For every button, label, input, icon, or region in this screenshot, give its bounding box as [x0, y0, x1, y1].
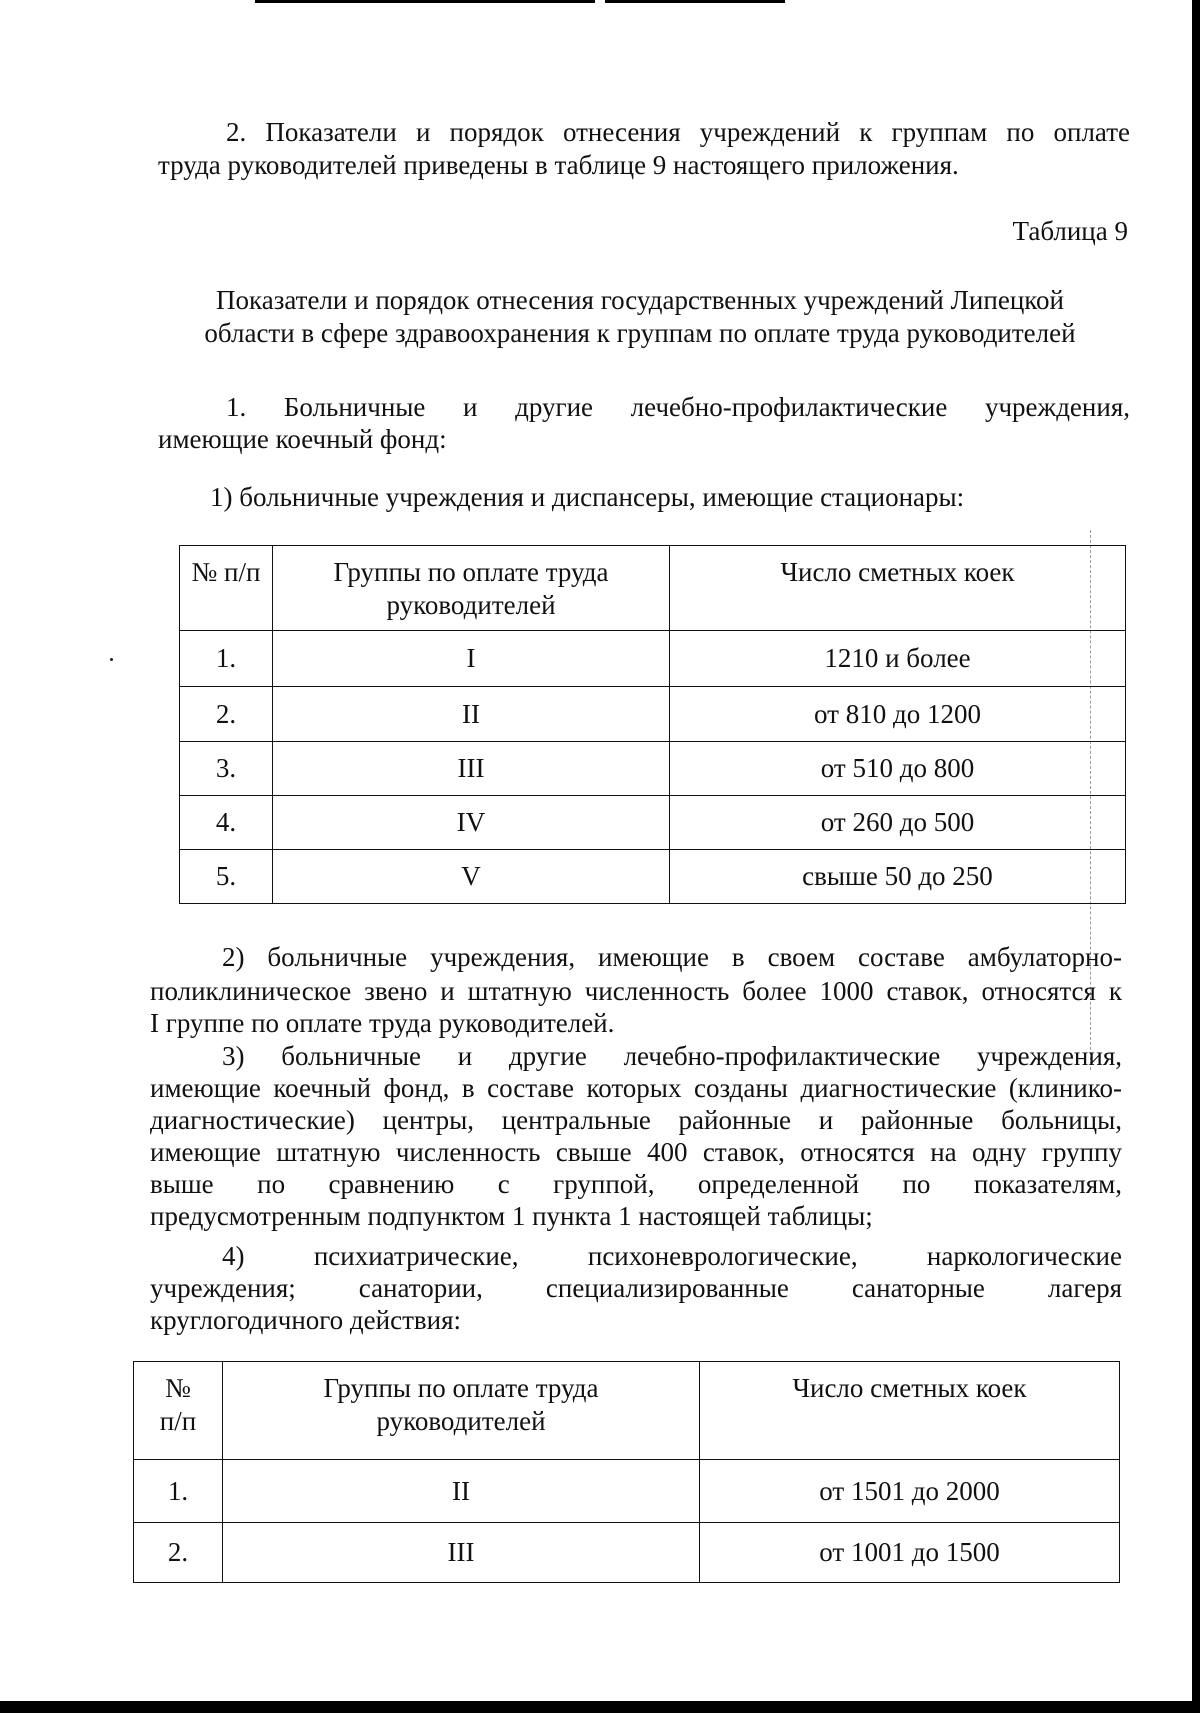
subitem-4-line-2: учреждения; санатории, специализированные санаторные лагеря — [150, 1273, 1122, 1303]
section-title — [160, 284, 1120, 350]
cell-num: 2. — [180, 687, 273, 742]
table-row — [180, 687, 1126, 742]
cell-group: II — [223, 1460, 700, 1523]
beds-table-1 — [179, 545, 1126, 904]
subitem-1: 1) больничные учреждения и диспансеры, имеющие стационары: — [210, 482, 965, 512]
cell-beds: свыше 50 до 250 — [670, 850, 1126, 904]
table-row — [180, 631, 1126, 687]
table-row — [180, 796, 1126, 850]
cell-beds: от 1001 до 1500 — [700, 1523, 1120, 1583]
header-num: № п/п — [180, 546, 273, 631]
header-group-line-1: Группы по оплате труда — [333, 557, 609, 587]
header-num-line-1: № — [165, 1373, 191, 1403]
cell-beds: 1210 и более — [670, 631, 1126, 687]
subitem-3-line-3: диагностические) центры, центральные районные и районные больницы, — [150, 1105, 1122, 1135]
subitem-2-line-2: поликлиническое звено и штатную численность более 1000 ставок, относятся к — [150, 976, 1122, 1006]
header-beds: Число сметных коек — [670, 546, 1126, 631]
table-row — [180, 850, 1126, 904]
table-header-row — [180, 546, 1126, 631]
header-group-line-1: Группы по оплате труда — [323, 1373, 599, 1403]
cell-num: 4. — [180, 796, 273, 850]
header-num-line-2: п/п — [159, 1406, 197, 1436]
header-group — [273, 546, 670, 631]
table-header-row — [134, 1362, 1120, 1460]
header-group — [223, 1362, 700, 1460]
table-number-label: Таблица 9 — [1012, 216, 1128, 246]
cell-beds: от 810 до 1200 — [670, 687, 1126, 742]
cell-group: V — [273, 850, 670, 904]
header-group-line-2: руководителей — [376, 1406, 546, 1436]
subitem-4-line-3: круглогодичного действия: — [150, 1305, 462, 1335]
subitem-3-line-2: имеющие коечный фонд, в составе которых созданы диагностические (клинико- — [150, 1073, 1122, 1103]
subitem-3-line-1: 3) больничные и другие лечебно-профилактические учреждения, — [222, 1041, 1122, 1071]
subitem-3-line-6: предусмотренным подпунктом 1 пункта 1 настоящей таблицы; — [150, 1201, 873, 1231]
table-row — [180, 742, 1126, 796]
table-row — [134, 1460, 1120, 1523]
subitem-3-line-5: выше по сравнению с группой, определенной по показателям, — [150, 1169, 1122, 1199]
cell-group: II — [273, 687, 670, 742]
subitem-4-line-1: 4) психиатрические, психоневрологические, наркологические — [222, 1241, 1122, 1271]
header-num — [134, 1362, 223, 1460]
item-1-line-2: имеющие коечный фонд: — [158, 424, 447, 454]
item-1-line-1: 1. Больничные и другие лечебно-профилактические учреждения, — [226, 392, 1130, 422]
cell-group: I — [273, 631, 670, 687]
beds-table-2 — [133, 1361, 1120, 1583]
header-group-line-2: руководителей — [386, 590, 556, 620]
cell-num: 2. — [134, 1523, 223, 1583]
paragraph-2-line-1: 2. Показатели и порядок отнесения учреждений к группам по оплате — [226, 117, 1130, 147]
cell-beds: от 260 до 500 — [670, 796, 1126, 850]
cell-group: III — [273, 742, 670, 796]
cell-num: 5. — [180, 850, 273, 904]
header-beds: Число сметных коек — [700, 1362, 1120, 1460]
scan-bottom-border — [0, 1701, 1200, 1713]
cell-num: 3. — [180, 742, 273, 796]
subitem-2-line-3: I группе по оплате труда руководителей. — [150, 1008, 615, 1038]
paragraph-2-line-2: труда руководителей приведены в таблице 9 настоящего приложения. — [158, 150, 959, 180]
scan-speck — [110, 658, 113, 661]
subitem-2-line-1: 2) больничные учреждения, имеющие в своем составе амбулаторно- — [222, 942, 1122, 972]
cell-group: III — [223, 1523, 700, 1583]
section-title-line-2: области в сфере здравоохранения к группам по оплате труда руководителей — [204, 318, 1076, 348]
scan-top-edge — [255, 0, 785, 3]
cell-num: 1. — [134, 1460, 223, 1523]
subitem-3-line-4: имеющие штатную численность свыше 400 ставок, относятся на одну группу — [150, 1137, 1122, 1167]
cell-group: IV — [273, 796, 670, 850]
cell-beds: от 510 до 800 — [670, 742, 1126, 796]
scan-right-border — [1192, 0, 1200, 1713]
table-row — [134, 1523, 1120, 1583]
cell-beds: от 1501 до 2000 — [700, 1460, 1120, 1523]
cell-num: 1. — [180, 631, 273, 687]
section-title-line-1: Показатели и порядок отнесения государственных учреждений Липецкой — [216, 285, 1064, 315]
